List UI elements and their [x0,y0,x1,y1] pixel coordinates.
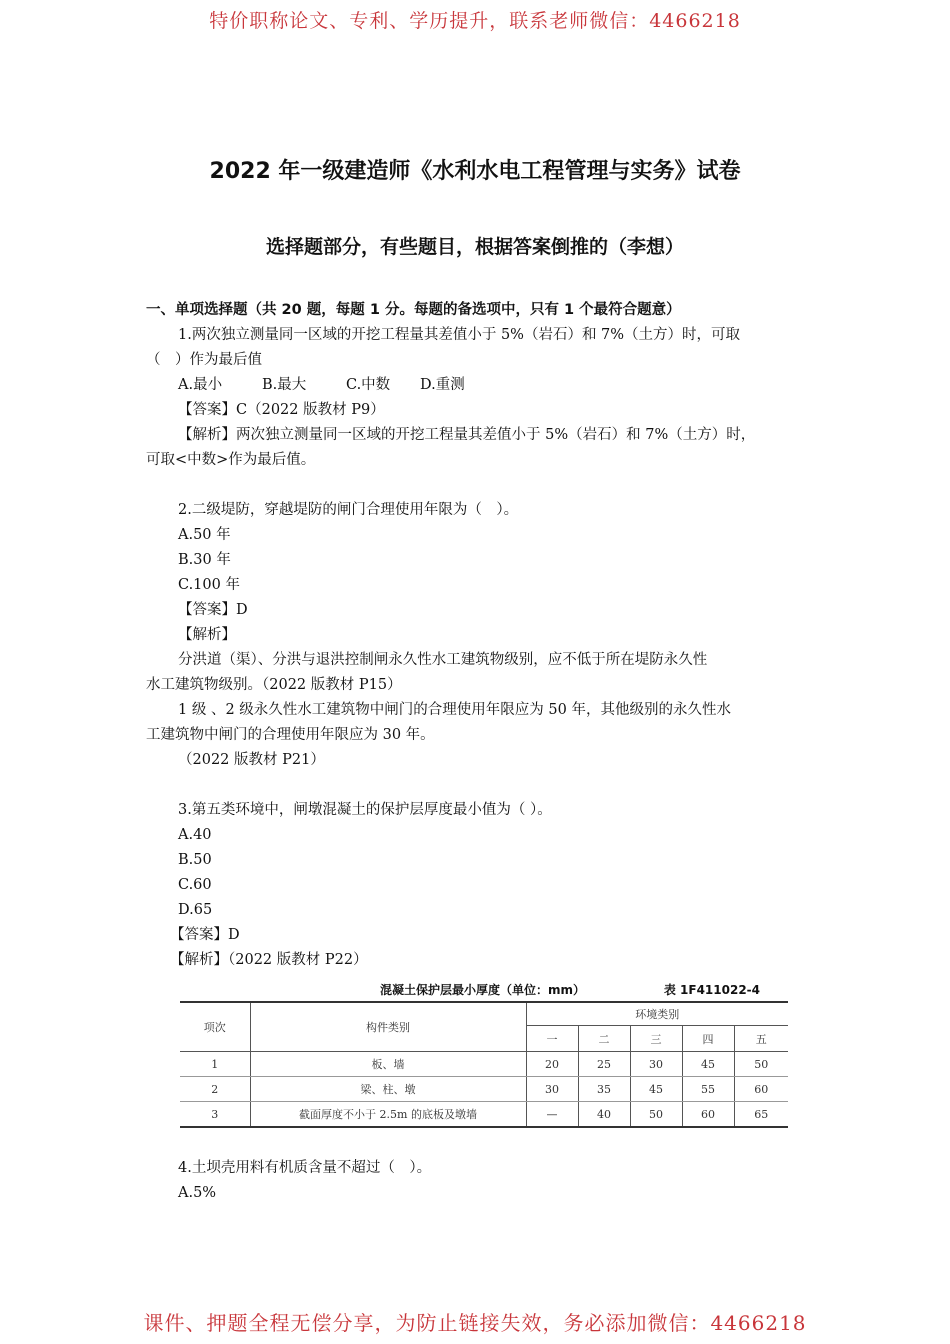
bottom-banner: 课件、押题全程无偿分享，为防止链接失效，务必添加微信：4466218 [143,1311,807,1335]
row-type: 板、墙 [250,1052,526,1077]
env-header-2: 二 [578,1026,630,1052]
cell-value: 30 [630,1052,682,1077]
top-banner: 特价职称论文、专利、学历提升，联系老师微信：4466218 [209,10,741,32]
cell-value: 45 [682,1052,734,1077]
cell-value: 25 [578,1052,630,1077]
q1-option-b: B.最大 [262,377,307,393]
cell-value: 20 [526,1052,578,1077]
q2-option-c: C.100 年 [178,577,240,593]
q2-stem: 2.二级堤防，穿越堤防的闸门合理使用年限为（ ）。 [178,502,519,518]
q3-option-d: D.65 [178,902,213,918]
cell-value: 55 [682,1077,734,1102]
cover-thickness-table-block [180,979,788,1128]
document-subtitle: 选择题部分，有些题目，根据答案倒推的（李想） [265,236,684,258]
header-env: 环境类别 [526,1002,788,1026]
table-row [180,1102,788,1128]
table-title: 混凝土保护层最小厚度（单位：mm） [380,983,586,997]
document-body [146,298,810,1206]
env-header-3: 三 [630,1026,682,1052]
q1-analysis-line2: 可取<中数>作为最后值。 [146,452,316,468]
q4-option-a: A.5% [178,1185,217,1201]
cell-value: 30 [526,1077,578,1102]
row-type: 梁、柱、墩 [250,1077,526,1102]
q2-paragraph1-line1: 分洪道（渠）、分洪与退洪控制闸永久性水工建筑物级别，应不低于所在堤防永久性 [178,652,708,668]
row-type: 截面厚度不小于 2.5m 的底板及墩墙 [250,1102,526,1128]
q1-options [146,373,810,398]
table-row [180,1077,788,1102]
q2-option-b: B.30 年 [178,552,231,568]
q3-analysis: 【解析】（2022 版教材 P22） [170,952,368,968]
q1-stem-line2: （ ）作为最后值 [146,352,262,368]
q2-paragraph3: （2022 版教材 P21） [178,752,325,768]
cell-value: 60 [734,1077,788,1102]
cell-value: 50 [630,1102,682,1128]
q4-stem: 4.土坝壳用料有机质含量不超过（ ）。 [178,1160,432,1176]
q1-option-d: D.重测 [420,377,465,393]
q3-answer: 【答案】D [170,927,240,943]
q1-analysis-line1: 【解析】两次独立测量同一区域的开挖工程量其差值小于 5%（岩石）和 7%（土方）时， [178,427,756,443]
cover-thickness-table [180,1001,788,1128]
table-id: 表 1F411022-4 [663,983,760,997]
q2-answer: 【答案】D [178,602,248,618]
q1-answer: 【答案】C（2022 版教材 P9） [178,402,385,418]
header-item: 项次 [180,1002,250,1052]
cell-value: 45 [630,1077,682,1102]
env-header-5: 五 [734,1026,788,1052]
q1-option-c: C.中数 [346,377,391,393]
cell-value: 35 [578,1077,630,1102]
q2-paragraph2-line2: 工建筑物中闸门的合理使用年限应为 30 年。 [146,727,435,743]
env-header-4: 四 [682,1026,734,1052]
row-no: 3 [180,1102,250,1128]
header-type: 构件类别 [250,1002,526,1052]
cell-value: 40 [578,1102,630,1128]
q3-option-b: B.50 [178,852,212,868]
table-row [180,1052,788,1077]
q2-option-a: A.50 年 [178,527,231,543]
cell-value: — [526,1102,578,1128]
q1-option-a: A.最小 [178,377,223,393]
row-no: 1 [180,1052,250,1077]
cell-value: 50 [734,1052,788,1077]
section-heading: 一、单项选择题（共 20 题，每题 1 分。每题的备选项中，只有 1 个最符合题意） [146,302,681,318]
env-header-1: 一 [526,1026,578,1052]
cell-value: 65 [754,1107,769,1121]
q3-stem: 3.第五类环境中，闸墩混凝土的保护层厚度最小值为（ ）。 [178,802,552,818]
q2-paragraph1-line2: 水工建筑物级别。（2022 版教材 P15） [146,677,402,693]
row-no: 2 [180,1077,250,1102]
q3-option-a: A.40 [178,827,212,843]
cell-value: 60 [682,1102,734,1128]
document-title: 2022 年一级建造师《水利水电工程管理与实务》试卷 [209,159,741,184]
q2-analysis-label: 【解析】 [178,627,236,643]
q2-paragraph2-line1: 1 级 、2 级永久性水工建筑物中闸门的合理使用年限应为 50 年，其他级别的永久性水 [178,702,731,718]
q1-stem-line1: 1.两次独立测量同一区域的开挖工程量其差值小于 5%（岩石）和 7%（土方）时，可取 [178,327,741,343]
q3-option-c: C.60 [178,877,212,893]
